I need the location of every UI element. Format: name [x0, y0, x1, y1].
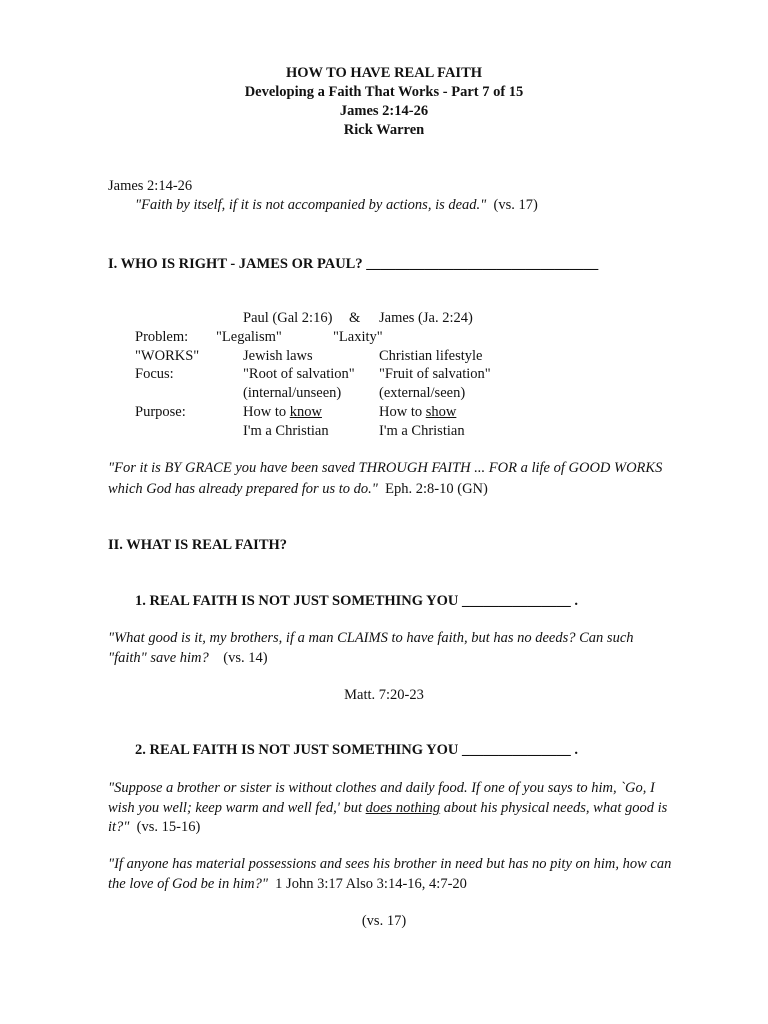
point-1-reference: Matt. 7:20-23	[344, 687, 424, 703]
point-2-quote-cite: (vs. 15-16)	[136, 819, 201, 835]
point-2-quote-underlined: does nothing	[365, 800, 441, 816]
point-2-quote2-line-1: "If anyone has material possessions and sees his brother in need but has no pity on him, how can	[108, 856, 672, 872]
section-2-heading: II. WHAT IS REAL FAITH?	[108, 537, 288, 553]
paul-purpose-text: How to	[243, 404, 290, 420]
document-subtitle: Developing a Faith That Works - Part 7 of 15	[244, 84, 524, 100]
row-label-works: "WORKS"	[135, 348, 200, 364]
grace-quote-line-1: "For it is BY GRACE you have been saved THROUGH FAITH ... FOR a life of GOOD WORKS	[108, 460, 663, 476]
author-name: Rick Warren	[343, 122, 425, 138]
point-1-quote-line-1: "What good is it, my brothers, if a man CLAIMS to have faith, but has no deeds? Can such	[108, 630, 634, 646]
cell-paul-purpose-note: I'm a Christian	[243, 423, 329, 439]
intro-quote-line	[135, 196, 538, 215]
point-2-quote-text-b: about his physical needs, what good is	[440, 800, 668, 816]
point-2-quote-end: it?"	[108, 819, 130, 835]
cell-paul-purpose	[243, 403, 322, 422]
cell-james-focus: "Fruit of salvation"	[379, 366, 491, 382]
section-1-heading: I. WHO IS RIGHT - JAMES OR PAUL? ________________________________	[108, 256, 599, 272]
cell-james-focus-note: (external/seen)	[379, 385, 466, 401]
cell-james-purpose	[379, 403, 456, 422]
james-purpose-text: How to	[379, 404, 426, 420]
point-1-quote-text: "faith" save him?	[108, 650, 209, 666]
row-label-focus: Focus:	[135, 366, 174, 382]
intro-quote: "Faith by itself, if it is not accompanied by actions, is dead."	[135, 197, 487, 213]
point-2-quote-line-1: "Suppose a brother or sister is without clothes and daily food. If one of you says to him, `Go, I	[108, 780, 655, 796]
row-label-problem: Problem:	[135, 329, 189, 345]
james-column-header: James (Ja. 2:24)	[379, 310, 473, 326]
grace-quote-cite: Eph. 2:8-10 (GN)	[385, 481, 488, 497]
point-2-footer-cite: (vs. 17)	[361, 913, 407, 929]
intro-reference: James 2:14-26	[108, 178, 193, 194]
point-2-quote2-text: the love of God be in him?"	[108, 876, 268, 892]
intro-cite: (vs. 17)	[493, 197, 538, 213]
cell-james-problem: "Laxity"	[333, 329, 383, 345]
point-2-quote-line-2	[108, 799, 667, 818]
paul-column-header: Paul (Gal 2:16)	[243, 310, 333, 326]
grace-quote-text: which God has already prepared for us to do."	[108, 481, 378, 497]
row-label-purpose: Purpose:	[135, 404, 186, 420]
paul-purpose-underlined: know	[289, 404, 322, 420]
point-1-heading: 1. REAL FAITH IS NOT JUST SOMETHING YOU _______________ .	[135, 593, 578, 609]
cell-james-works: Christian lifestyle	[379, 348, 483, 364]
point-2-heading: 2. REAL FAITH IS NOT JUST SOMETHING YOU _______________ .	[135, 742, 578, 758]
point-2-quote-line-3	[108, 818, 200, 837]
cell-paul-problem: "Legalism"	[216, 329, 282, 345]
cell-paul-works: Jewish laws	[243, 348, 313, 364]
james-purpose-underlined: show	[425, 404, 457, 420]
cell-james-purpose-note: I'm a Christian	[379, 423, 465, 439]
cell-paul-focus: "Root of salvation"	[243, 366, 355, 382]
point-1-quote-line-2	[108, 649, 268, 668]
point-1-cite: (vs. 14)	[223, 650, 268, 666]
document-title: HOW TO HAVE REAL FAITH	[285, 65, 483, 81]
point-2-quote-text-a: wish you well; keep warm and well fed,' but	[108, 800, 366, 816]
ampersand: &	[349, 310, 361, 326]
scripture-reference: James 2:14-26	[339, 103, 429, 119]
point-2-quote2-cite: 1 John 3:17 Also 3:14-16, 4:7-20	[275, 876, 467, 892]
cell-paul-focus-note: (internal/unseen)	[243, 385, 342, 401]
grace-quote-line-2	[108, 480, 488, 499]
point-2-quote2-line-2	[108, 875, 467, 894]
